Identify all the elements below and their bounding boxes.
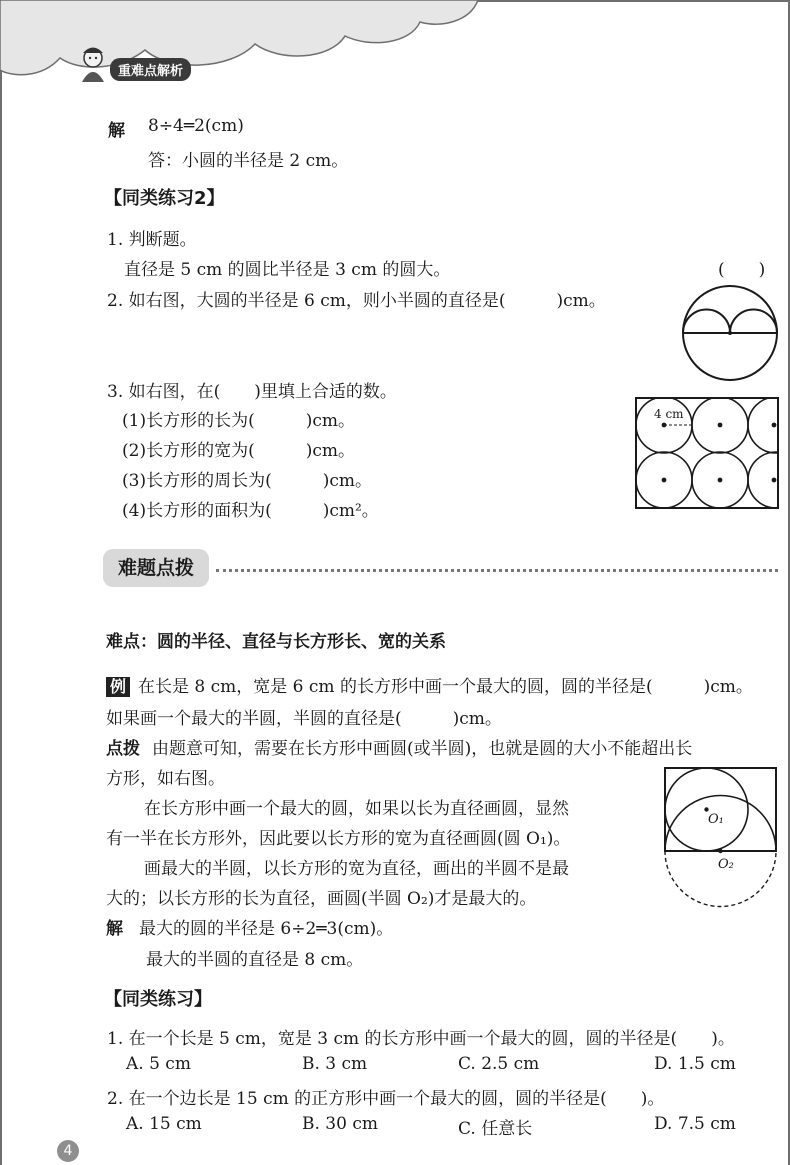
- practice2-q1-title: 1. 判断题。: [107, 230, 197, 250]
- figure-radius-label: 4 cm: [654, 407, 684, 421]
- practice2-q3-item-2: (2)长方形的宽为( )cm。: [122, 441, 355, 461]
- practice-q2-option-c: C. 任意长: [458, 1119, 533, 1139]
- practice2-q3-item-1: (1)长方形的长为( )cm。: [122, 411, 355, 431]
- example-line-2: 如果画一个最大的半圆，半圆的直径是( )cm。: [106, 709, 502, 729]
- solution-calc: 8÷4═2(cm): [148, 116, 244, 136]
- page-border-left: [0, 0, 2, 1165]
- practice2-q3-item-4: (4)长方形的面积为( )cm²。: [122, 501, 379, 521]
- figure-label-o2: O₂: [718, 857, 734, 872]
- example-text-1: 在长是 8 cm，宽是 6 cm 的长方形中画一个最大的圆，圆的半径是( )cm。: [138, 677, 753, 697]
- figure-label-o1: O₁: [708, 812, 724, 827]
- hint-label: 点拨: [106, 739, 140, 759]
- practice-q2-option-b: B. 30 cm: [302, 1114, 378, 1134]
- page-number: 4: [57, 1140, 79, 1162]
- figure-rectangle-circle-semicircle: [662, 765, 780, 915]
- hint-line-1: [106, 734, 692, 759]
- practice2-q3-title: 3. 如右图，在( )里填上合适的数。: [107, 382, 397, 402]
- page-border-top: [470, 0, 790, 2]
- practice-q1-option-a: A. 5 cm: [126, 1054, 191, 1074]
- figure-rectangle-circles: [634, 396, 780, 510]
- practice-q1-option-d: D. 1.5 cm: [654, 1054, 736, 1074]
- para2-line-2: 大的；以长方形的长为直径，画圆(半圆 O₂)才是最大的。: [106, 889, 537, 909]
- figure-circle-semicircles: [680, 283, 780, 383]
- mascot-icon: [76, 44, 110, 84]
- hint-text-1: 由题意可知，需要在长方形中画圆(或半圆)，也就是圆的大小不能超出长: [152, 739, 693, 759]
- header-badge-title: 重难点解析: [110, 58, 191, 81]
- solution-answer: 答：小圆的半径是 2 cm。: [148, 151, 349, 171]
- practice-q1-option-c: C. 2.5 cm: [458, 1054, 540, 1074]
- hint-line-2: 方形，如右图。: [106, 769, 225, 789]
- practice-heading: 【同类练习】: [104, 989, 212, 1010]
- solution2-label: 解: [106, 919, 123, 939]
- practice-q2-option-a: A. 15 cm: [126, 1114, 202, 1134]
- difficult-point-title: 难点：圆的半径、直径与长方形长、宽的关系: [106, 632, 446, 652]
- solution2-line-1: [106, 914, 393, 939]
- practice-q1: 1. 在一个长是 5 cm，宽是 3 cm 的长方形中画一个最大的圆，圆的半径是( )。: [107, 1029, 735, 1049]
- solution2-line-2: 最大的半圆的直径是 8 cm。: [146, 950, 364, 970]
- practice-q1-option-b: B. 3 cm: [302, 1054, 368, 1074]
- practice2-q1-text: 直径是 5 cm 的圆比半径是 3 cm 的圆大。: [124, 260, 451, 280]
- practice2-heading: 【同类练习2】: [104, 188, 225, 209]
- para2-line-1: 画最大的半圆，以长方形的宽为直径，画出的半圆不是最: [144, 859, 569, 879]
- practice-q2: 2. 在一个边长是 15 cm 的正方形中画一个最大的圆，圆的半径是( )。: [107, 1089, 665, 1109]
- solution2-text-1: 最大的圆的半径是 6÷2═3(cm)。: [139, 919, 394, 939]
- section-dotted-line: [216, 569, 778, 572]
- example-line-1: [106, 672, 753, 697]
- example-label: 例: [106, 677, 130, 697]
- section-pill-title: 难题点拨: [103, 549, 209, 587]
- para1-line-2: 有一半在长方形外，因此要以长方形的宽为直径画圆(圆 O₁)。: [106, 829, 571, 849]
- practice2-q1-blank: ( ): [718, 260, 766, 280]
- solution-label: 解: [108, 121, 125, 141]
- practice-q2-option-d: D. 7.5 cm: [654, 1114, 736, 1134]
- para1-line-1: 在长方形中画一个最大的圆，如果以长为直径画圆，显然: [144, 799, 569, 819]
- practice2-q2: 2. 如右图，大圆的半径是 6 cm，则小半圆的直径是( )cm。: [107, 291, 606, 311]
- header-cloud: [0, 0, 480, 92]
- practice2-q3-item-3: (3)长方形的周长为( )cm。: [122, 471, 372, 491]
